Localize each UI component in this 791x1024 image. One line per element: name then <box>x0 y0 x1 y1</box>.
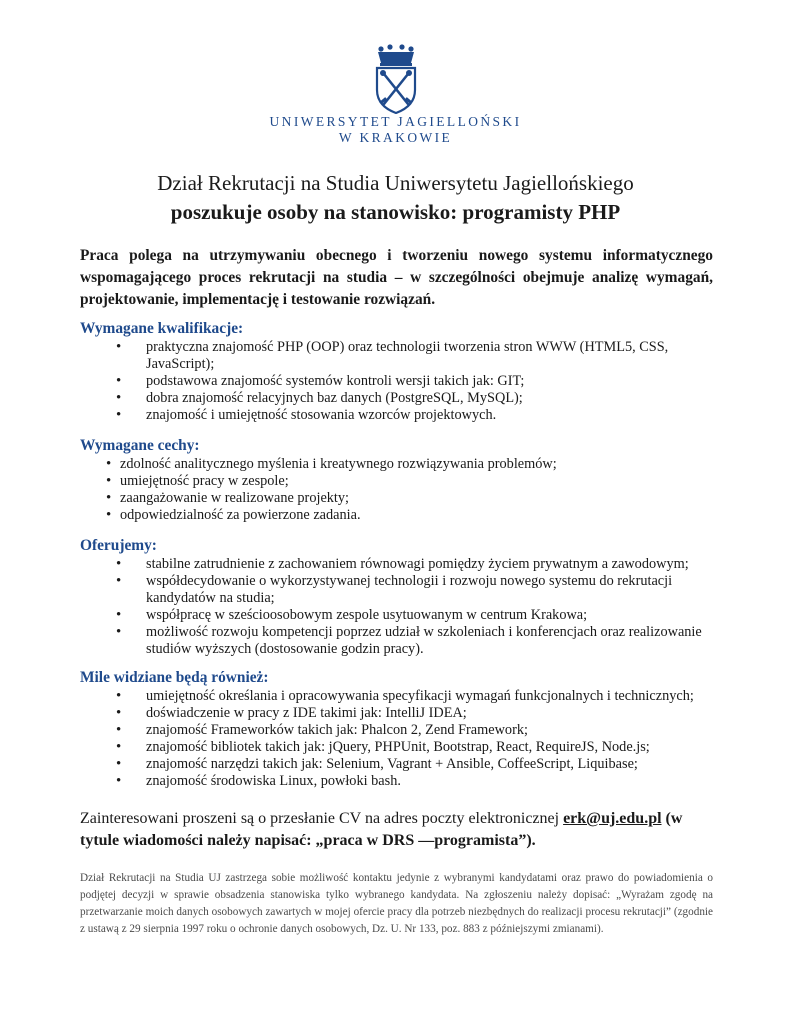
contact-subject-note: (w tytule wiadomości należy napisać: „praca w DRS —programista”). <box>80 810 683 849</box>
list-item: • znajomość i umiejętność stosowania wzorców projektowych. <box>80 407 720 424</box>
section-title-qualifications: Wymagane kwalifikacje: <box>80 320 244 337</box>
section-title-traits: Wymagane cechy: <box>80 437 200 454</box>
department-heading: Dział Rekrutacji na Studia Uniwersytetu Jagiellońskiego <box>157 171 634 195</box>
list-item: • współdecydowanie o wykorzystywanej technologii i rozwoju nowego systemu do rekrutacji kandydatów na studia; <box>80 573 720 607</box>
position-heading: poszukuje osoby na stanowisko: programisty PHP <box>170 200 621 224</box>
list-item: • stabilne zatrudnienie z zachowaniem równowagi pomiędzy życiem prywatnym a zawodowym; <box>80 556 720 573</box>
traits-list <box>80 456 720 524</box>
list-item: • odpowiedzialność za powierzone zadania. <box>80 507 720 524</box>
privacy-footnote: Dział Rekrutacji na Studia UJ zastrzega sobie możliwość kontaktu jedynie z wybranymi kandydatami oraz prawo do powiadomienia o podjętej decyzji w sprawie obsadzenia stanowiska tylko wybranego kandydata. Na zgłoszeniu należy dopisać: „Wyrażam zgodę na przetwarzanie moich danych osobowych zawartych w mojej ofercie pracy dla potrzeb niezbędnych do realizacji procesu rekrutacji” (zgodnie z ustawą z 29 sierpnia 1997 roku o ochronie danych osobowych, Dz. U. Nr 133, poz. 883 z późniejszymi zmianami). <box>80 872 713 935</box>
crest-icon <box>372 44 420 114</box>
list-item: • zaangażowanie w realizowane projekty; <box>80 490 720 507</box>
list-item: • znajomość bibliotek takich jak: jQuery, PHPUnit, Bootstrap, React, RequireJS, Node.js; <box>80 739 720 756</box>
offer-list <box>80 556 720 658</box>
contact-paragraph <box>80 808 720 852</box>
section-title-offer: Oferujemy: <box>80 537 157 554</box>
list-item: • możliwość rozwoju kompetencji poprzez udział w szkoleniach i konferencjach oraz realizowanie studiów wyższych (dostosowanie godzin pracy). <box>80 624 720 658</box>
university-logo <box>0 44 791 146</box>
section-title-nice-to-have: Mile widziane będą również: <box>80 669 269 686</box>
list-item: • podstawowa znajomość systemów kontroli wersji takich jak: GIT; <box>80 373 720 390</box>
list-item: • praktyczna znajomość PHP (OOP) oraz technologii tworzenia stron WWW (HTML5, CSS, JavaScript); <box>80 339 720 373</box>
email-link[interactable]: erk@uj.edu.pl <box>563 810 662 827</box>
list-item: • znajomość Frameworków takich jak: Phalcon 2, Zend Framework; <box>80 722 720 739</box>
list-item: • współpracę w sześcioosobowym zespole usytuowanym w centrum Krakowa; <box>80 607 720 624</box>
list-item: • umiejętność pracy w zespole; <box>80 473 720 490</box>
nice-to-have-list <box>80 688 720 790</box>
job-description: Praca polega na utrzymywaniu obecnego i tworzeniu nowego systemu informatycznego wspomagającego proces rekrutacji na studia – w szczególności obejmuje analizę wymagań, projektowanie, implementację i testowanie rozwiązań. <box>80 247 713 308</box>
qualifications-list <box>80 339 720 424</box>
university-name: UNIWERSYTET JAGIELLOŃSKI <box>269 114 522 129</box>
list-item: • zdolność analitycznego myślenia i kreatywnego rozwiązywania problemów; <box>80 456 720 473</box>
list-item: • znajomość narzędzi takich jak: Selenium, Vagrant + Ansible, CoffeeScript, Liquibase; <box>80 756 720 773</box>
list-item: • znajomość środowiska Linux, powłoki bash. <box>80 773 720 790</box>
list-item: • dobra znajomość relacyjnych baz danych (PostgreSQL, MySQL); <box>80 390 720 407</box>
list-item: • umiejętność określania i opracowywania specyfikacji wymagań funkcjonalnych i technicznych; <box>80 688 720 705</box>
contact-text: Zainteresowani proszeni są o przesłanie CV na adres poczty elektronicznej <box>80 810 564 827</box>
list-item: • doświadczenie w pracy z IDE takimi jak: IntelliJ IDEA; <box>80 705 720 722</box>
university-city: W KRAKOWIE <box>338 130 453 145</box>
